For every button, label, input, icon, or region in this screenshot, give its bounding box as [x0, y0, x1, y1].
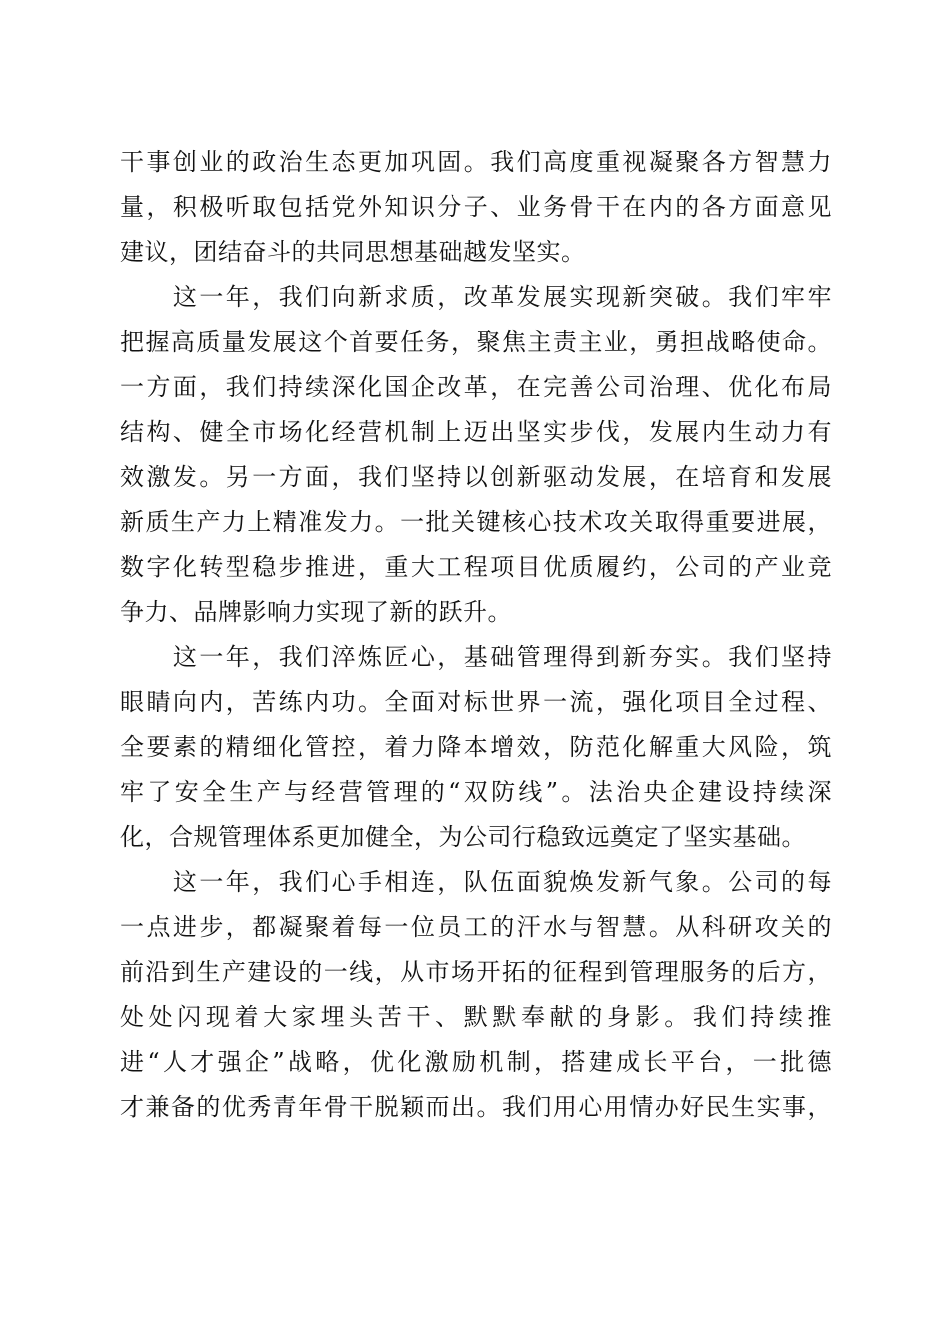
text-line: 量，积极听取包括党外知识分子、业务骨干在内的各方面意见	[120, 193, 832, 221]
text-line: 干事创业的政治生态更加巩固。我们高度重视凝聚各方智慧力	[120, 148, 832, 176]
text-line: 数字化转型稳步推进，重大工程项目优质履约，公司的产业竞	[120, 553, 832, 581]
text-line: 建议，团结奋斗的共同思想基础越发坚实。	[120, 238, 586, 266]
text-line: 全要素的精细化管控，着力降本增效，防范化解重大风险，筑	[120, 733, 832, 761]
text-line: 效激发。另一方面，我们坚持以创新驱动发展，在培育和发展	[120, 463, 832, 491]
text-line: 进“人才强企”战略，优化激励机制，搭建成长平台，一批德	[120, 1048, 832, 1076]
text-line: 新质生产力上精准发力。一批关键核心技术攻关取得重要进展，	[120, 508, 832, 536]
document-body	[120, 140, 832, 1130]
text-line: 结构、健全市场化经营机制上迈出坚实步伐，发展内生动力有	[120, 418, 832, 446]
text-line: 一点进步，都凝聚着每一位员工的汗水与智慧。从科研攻关的	[120, 913, 832, 941]
text-line: 才兼备的优秀青年骨干脱颖而出。我们用心用情办好民生实事，	[120, 1093, 832, 1121]
text-line: 把握高质量发展这个首要任务，聚焦主责主业，勇担战略使命。	[120, 328, 832, 356]
text-line: 前沿到生产建设的一线，从市场开拓的征程到管理服务的后方，	[120, 958, 832, 986]
text-line: 一方面，我们持续深化国企改革，在完善公司治理、优化布局	[120, 373, 832, 401]
text-line: 这一年，我们向新求质，改革发展实现新突破。我们牢牢	[120, 283, 832, 311]
text-line: 争力、品牌影响力实现了新的跃升。	[120, 598, 512, 626]
text-line: 这一年，我们淬炼匠心，基础管理得到新夯实。我们坚持	[120, 643, 832, 671]
text-line: 化，合规管理体系更加健全，为公司行稳致远奠定了坚实基础。	[120, 823, 806, 851]
text-line: 眼睛向内，苦练内功。全面对标世界一流，强化项目全过程、	[120, 688, 832, 716]
text-line: 处处闪现着大家埋头苦干、默默奉献的身影。我们持续推	[120, 1003, 832, 1031]
text-line: 这一年，我们心手相连，队伍面貌焕发新气象。公司的每	[120, 868, 832, 896]
text-line: 牢了安全生产与经营管理的“双防线”。法治央企建设持续深	[120, 778, 832, 806]
